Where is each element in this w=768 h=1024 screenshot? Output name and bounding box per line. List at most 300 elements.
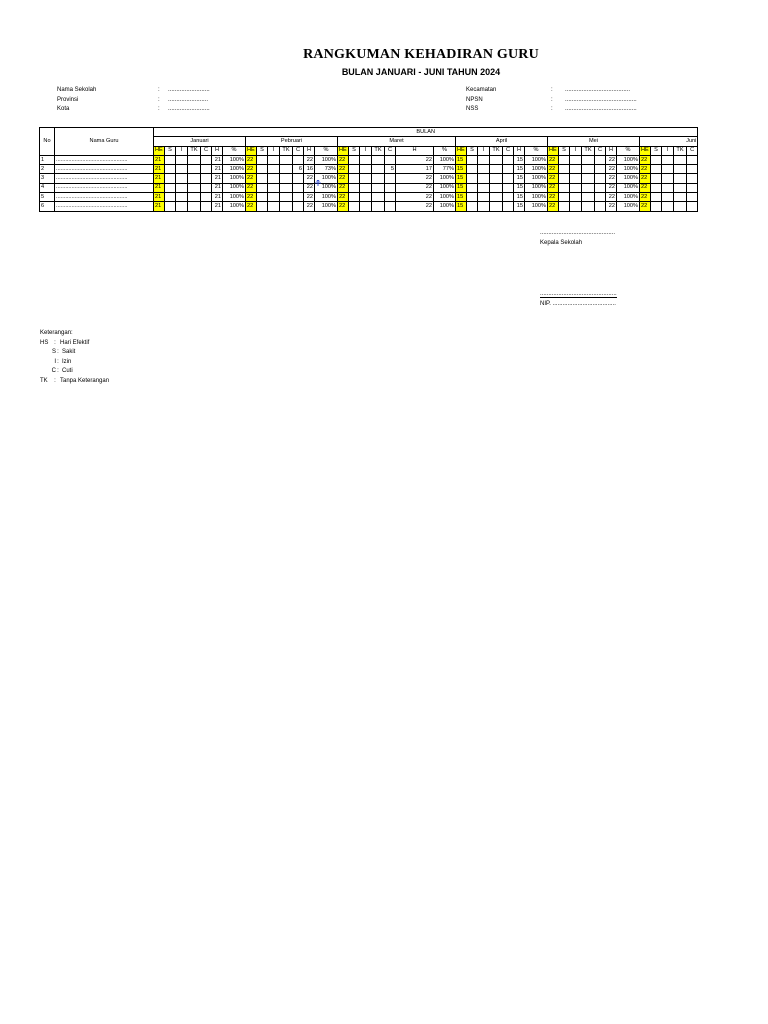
sub-header: HE <box>640 146 651 155</box>
table-cell <box>651 165 662 174</box>
table-cell <box>372 165 385 174</box>
table-cell: 22 <box>304 183 315 192</box>
table-cell <box>201 174 212 183</box>
table-cell: 21 <box>154 174 165 183</box>
table-cell <box>188 155 201 164</box>
table-cell <box>503 193 514 202</box>
table-cell: 100% <box>525 155 548 164</box>
legend-heading: Keterangan: <box>40 330 73 336</box>
header-row-bulan <box>40 128 698 137</box>
table-cell <box>349 202 360 211</box>
teacher-name-cell: .............................................. <box>55 183 154 192</box>
legend-item: C : Cuti <box>51 368 73 375</box>
table-cell: 15 <box>456 183 467 192</box>
table-cell: 22 <box>640 183 651 192</box>
table-cell: 100% <box>525 183 548 192</box>
school-info-right <box>466 86 637 115</box>
page-title: RANGKUMAN KEHADIRAN GURU <box>303 47 539 62</box>
table-cell <box>201 193 212 202</box>
sub-header: TK <box>582 146 595 155</box>
table-cell: 22 <box>396 202 434 211</box>
table-cell <box>559 193 570 202</box>
table-cell: 15 <box>514 155 525 164</box>
table-cell: 22 <box>246 202 257 211</box>
table-cell: 21 <box>212 155 223 164</box>
table-cell <box>201 165 212 174</box>
table-cell: 21 <box>212 174 223 183</box>
sub-header: C <box>687 146 698 155</box>
table-cell <box>280 165 293 174</box>
sub-header: I <box>662 146 674 155</box>
legend-item: I : Izin <box>54 358 72 365</box>
table-cell: 22 <box>338 155 349 164</box>
table-cell: 5 <box>385 165 396 174</box>
table-cell <box>490 193 503 202</box>
table-cell: 22 <box>338 174 349 183</box>
table-cell: 22 <box>396 174 434 183</box>
table-cell <box>595 174 606 183</box>
table-cell <box>687 183 698 192</box>
signature-place-date: ............................................. <box>540 230 616 236</box>
sub-header: C <box>201 146 212 155</box>
signature-name-line: .............................................. <box>540 291 617 297</box>
table-cell <box>674 165 687 174</box>
row-number: 6 <box>40 202 55 211</box>
table-cell <box>662 155 674 164</box>
table-cell <box>293 155 304 164</box>
table-cell <box>559 165 570 174</box>
table-cell: 22 <box>640 193 651 202</box>
table-cell <box>478 202 490 211</box>
table-cell <box>360 183 372 192</box>
sub-header: % <box>315 146 338 155</box>
table-cell <box>570 193 582 202</box>
table-cell <box>176 183 188 192</box>
table-cell: 15 <box>514 193 525 202</box>
table-cell <box>293 183 304 192</box>
table-cell: 22 <box>548 165 559 174</box>
table-cell <box>268 165 280 174</box>
table-cell: 22 <box>606 202 617 211</box>
table-cell: 22 <box>548 183 559 192</box>
table-cell <box>595 155 606 164</box>
table-row <box>40 155 698 164</box>
table-cell <box>490 155 503 164</box>
table-cell: 100% <box>434 155 456 164</box>
table-cell <box>582 174 595 183</box>
sub-header: % <box>617 146 640 155</box>
row-number: 4 <box>40 183 55 192</box>
table-cell: 100% <box>315 155 338 164</box>
table-cell <box>674 183 687 192</box>
table-cell <box>372 155 385 164</box>
table-cell <box>687 165 698 174</box>
table-cell <box>349 193 360 202</box>
sub-header: I <box>176 146 188 155</box>
table-cell: 100% <box>315 193 338 202</box>
table-cell: 77% <box>434 165 456 174</box>
attendance-table <box>39 127 698 212</box>
table-cell <box>188 174 201 183</box>
table-cell <box>372 183 385 192</box>
table-cell <box>385 193 396 202</box>
table-cell <box>570 155 582 164</box>
table-cell <box>360 202 372 211</box>
table-cell <box>559 183 570 192</box>
table-cell <box>176 202 188 211</box>
table-cell: 15 <box>456 155 467 164</box>
table-cell <box>201 202 212 211</box>
table-cell: 22 <box>304 193 315 202</box>
table-cell <box>674 193 687 202</box>
table-cell: 100% <box>434 174 456 183</box>
month-header: April <box>456 137 548 146</box>
table-cell <box>582 183 595 192</box>
table-cell <box>176 193 188 202</box>
sub-header: % <box>223 146 246 155</box>
table-cell: 22 <box>396 155 434 164</box>
table-cell <box>165 183 176 192</box>
table-cell <box>674 155 687 164</box>
table-cell: 100% <box>525 202 548 211</box>
table-cell <box>372 174 385 183</box>
table-cell <box>570 174 582 183</box>
table-cell <box>582 165 595 174</box>
table-cell <box>651 193 662 202</box>
sub-header: S <box>257 146 268 155</box>
table-cell: 15 <box>456 165 467 174</box>
table-cell: 21 <box>154 183 165 192</box>
table-cell: 22 <box>246 165 257 174</box>
table-cell: 21 <box>154 193 165 202</box>
table-cell <box>257 174 268 183</box>
table-cell: 22 <box>640 174 651 183</box>
table-cell: 100% <box>223 155 246 164</box>
table-cell: 100% <box>617 155 640 164</box>
table-cell <box>165 155 176 164</box>
table-cell <box>595 165 606 174</box>
table-cell <box>467 193 478 202</box>
month-header: Januari <box>154 137 246 146</box>
sub-header: I <box>478 146 490 155</box>
table-cell: 73% <box>315 165 338 174</box>
table-cell: 22 <box>338 183 349 192</box>
table-cell <box>349 155 360 164</box>
legend <box>40 329 109 387</box>
table-cell <box>188 193 201 202</box>
sub-header: S <box>651 146 662 155</box>
table-cell <box>188 165 201 174</box>
sub-header: H <box>606 146 617 155</box>
table-cell <box>257 202 268 211</box>
table-cell <box>293 193 304 202</box>
info-row: Provinsi : ........................ <box>57 96 209 103</box>
info-row: Nama Sekolah : ......................... <box>57 87 210 93</box>
table-cell: 100% <box>525 174 548 183</box>
table-cell <box>662 174 674 183</box>
month-header: Juni <box>640 137 698 146</box>
table-cell: 22 <box>246 174 257 183</box>
table-cell <box>165 193 176 202</box>
legend-item: S : Sakit <box>51 349 76 356</box>
sub-header: S <box>165 146 176 155</box>
table-cell <box>268 183 280 192</box>
table-cell <box>582 155 595 164</box>
table-cell <box>268 193 280 202</box>
table-cell <box>651 155 662 164</box>
table-cell <box>349 174 360 183</box>
table-cell <box>662 165 674 174</box>
table-cell <box>385 174 396 183</box>
table-cell: 22 <box>548 155 559 164</box>
table-cell: 22 <box>396 183 434 192</box>
table-cell <box>503 174 514 183</box>
table-cell <box>503 202 514 211</box>
table-cell <box>280 202 293 211</box>
legend-item: HS : Hari Efektif <box>40 339 90 346</box>
table-cell: 100% <box>223 174 246 183</box>
month-header: Maret <box>338 137 456 146</box>
sub-header: C <box>385 146 396 155</box>
table-cell: 100% <box>617 183 640 192</box>
table-cell <box>559 155 570 164</box>
row-number: 1 <box>40 155 55 164</box>
teacher-name-cell: .............................................. <box>55 174 154 183</box>
table-cell <box>503 155 514 164</box>
info-row: NPSN : ........................................... <box>466 96 637 103</box>
table-cell <box>687 155 698 164</box>
table-cell <box>595 193 606 202</box>
table-cell <box>490 165 503 174</box>
table-cell <box>582 193 595 202</box>
table-cell <box>651 183 662 192</box>
table-cell <box>674 202 687 211</box>
table-cell <box>570 202 582 211</box>
table-cell: 15 <box>514 165 525 174</box>
signature-nip: NIP. ...................................... <box>540 301 616 307</box>
table-cell <box>165 165 176 174</box>
info-row: Kecamatan : ....................................... <box>466 87 631 93</box>
table-cell <box>201 183 212 192</box>
name-header: Nama Guru <box>55 128 154 156</box>
table-cell <box>280 155 293 164</box>
table-cell <box>570 183 582 192</box>
table-cell: 100% <box>434 193 456 202</box>
table-cell <box>176 174 188 183</box>
sub-header: HE <box>338 146 349 155</box>
table-cell: 15 <box>456 174 467 183</box>
table-row <box>40 183 698 192</box>
bulan-header: BULAN <box>154 128 698 137</box>
table-cell <box>188 183 201 192</box>
table-cell <box>349 165 360 174</box>
table-cell <box>268 174 280 183</box>
table-cell: 100% <box>315 202 338 211</box>
table-cell: 100% <box>617 202 640 211</box>
table-cell: 22 <box>396 193 434 202</box>
table-cell: 100% <box>223 183 246 192</box>
table-cell <box>467 155 478 164</box>
table-row <box>40 174 698 183</box>
table-cell <box>490 202 503 211</box>
sub-header: H <box>396 146 434 155</box>
table-cell <box>467 202 478 211</box>
table-cell: 21 <box>154 155 165 164</box>
table-cell <box>257 165 268 174</box>
sub-header: C <box>503 146 514 155</box>
table-cell: 15 <box>514 183 525 192</box>
table-cell <box>559 202 570 211</box>
table-cell: 22 <box>304 174 315 183</box>
table-cell <box>490 174 503 183</box>
sub-header: S <box>349 146 360 155</box>
table-cell <box>478 155 490 164</box>
table-cell: 22 <box>338 165 349 174</box>
row-number: 3 <box>40 174 55 183</box>
table-cell: 21 <box>154 165 165 174</box>
table-cell <box>385 183 396 192</box>
table-cell <box>582 202 595 211</box>
table-cell: 6 <box>293 165 304 174</box>
sub-header: H <box>514 146 525 155</box>
table-cell <box>372 193 385 202</box>
month-header: Pebruari <box>246 137 338 146</box>
table-cell <box>467 174 478 183</box>
sub-header: I <box>268 146 280 155</box>
info-row: NSS : ........................................... <box>466 106 637 112</box>
table-cell: 15 <box>514 174 525 183</box>
table-cell <box>662 193 674 202</box>
table-cell <box>188 202 201 211</box>
table-cell <box>176 165 188 174</box>
table-cell: 15 <box>456 193 467 202</box>
table-cell <box>595 183 606 192</box>
table-cell: 21 <box>212 193 223 202</box>
sub-header: HE <box>154 146 165 155</box>
sub-header: TK <box>674 146 687 155</box>
table-cell <box>478 174 490 183</box>
table-row <box>40 202 698 211</box>
table-cell: 22 <box>338 193 349 202</box>
sub-header: % <box>525 146 548 155</box>
table-cell: 21 <box>212 183 223 192</box>
sub-header: HE <box>246 146 257 155</box>
table-cell <box>687 193 698 202</box>
sub-header: TK <box>280 146 293 155</box>
teacher-name-cell: .............................................. <box>55 202 154 211</box>
sub-header: C <box>595 146 606 155</box>
table-cell <box>490 183 503 192</box>
sub-header: I <box>360 146 372 155</box>
table-cell <box>165 202 176 211</box>
table-cell <box>280 193 293 202</box>
table-cell <box>559 174 570 183</box>
table-cell: 15 <box>456 202 467 211</box>
legend-item: TK : Tanpa Keterangan <box>40 377 110 384</box>
table-cell <box>360 193 372 202</box>
sub-header: H <box>304 146 315 155</box>
table-cell: 100% <box>315 174 338 183</box>
table-cell: 22 <box>246 193 257 202</box>
table-cell <box>293 202 304 211</box>
teacher-name-cell: .............................................. <box>55 165 154 174</box>
sub-header: % <box>434 146 456 155</box>
table-cell: 22 <box>640 165 651 174</box>
sub-header: HE <box>456 146 467 155</box>
sub-header: HE <box>548 146 559 155</box>
table-cell <box>257 155 268 164</box>
table-cell <box>478 183 490 192</box>
table-cell: 22 <box>606 155 617 164</box>
school-info-left <box>57 86 210 115</box>
table-cell: 100% <box>223 202 246 211</box>
table-cell: 100% <box>617 193 640 202</box>
table-cell <box>268 202 280 211</box>
table-cell: 100% <box>525 165 548 174</box>
table-cell <box>201 155 212 164</box>
no-header: No <box>40 128 55 156</box>
table-cell <box>360 165 372 174</box>
table-cell: 100% <box>315 183 338 192</box>
table-cell: 21 <box>212 202 223 211</box>
table-cell: 100% <box>525 193 548 202</box>
sub-header: TK <box>490 146 503 155</box>
table-cell <box>257 183 268 192</box>
row-number: 5 <box>40 193 55 202</box>
table-cell: 17 <box>396 165 434 174</box>
table-cell: 21 <box>154 202 165 211</box>
table-cell <box>385 155 396 164</box>
text-cursor-icon <box>315 180 321 186</box>
sub-header: TK <box>188 146 201 155</box>
table-cell <box>257 193 268 202</box>
table-cell: 22 <box>548 193 559 202</box>
page-subtitle: BULAN JANUARI - JUNI TAHUN 2024 <box>341 67 501 77</box>
table-cell <box>360 155 372 164</box>
table-cell <box>360 174 372 183</box>
table-cell: 22 <box>304 202 315 211</box>
table-cell: 100% <box>617 165 640 174</box>
table-cell: 22 <box>606 165 617 174</box>
table-cell: 22 <box>606 193 617 202</box>
table-cell <box>570 165 582 174</box>
table-cell <box>165 174 176 183</box>
table-cell: 22 <box>606 174 617 183</box>
table-cell <box>293 174 304 183</box>
table-cell: 100% <box>617 174 640 183</box>
teacher-name-cell: .............................................. <box>55 193 154 202</box>
table-cell: 22 <box>304 155 315 164</box>
table-cell <box>651 174 662 183</box>
table-cell: 100% <box>223 193 246 202</box>
table-cell: 22 <box>246 155 257 164</box>
table-cell: 22 <box>548 174 559 183</box>
table-cell <box>662 183 674 192</box>
sub-header: S <box>467 146 478 155</box>
table-cell: 15 <box>514 202 525 211</box>
table-cell <box>280 174 293 183</box>
table-cell <box>674 174 687 183</box>
month-header: Mei <box>548 137 640 146</box>
table-cell <box>503 165 514 174</box>
table-cell: 22 <box>606 183 617 192</box>
table-cell: 22 <box>640 202 651 211</box>
table-cell: 100% <box>223 165 246 174</box>
table-cell: 22 <box>246 183 257 192</box>
table-cell <box>176 155 188 164</box>
table-cell: 100% <box>434 202 456 211</box>
table-cell: 100% <box>434 183 456 192</box>
